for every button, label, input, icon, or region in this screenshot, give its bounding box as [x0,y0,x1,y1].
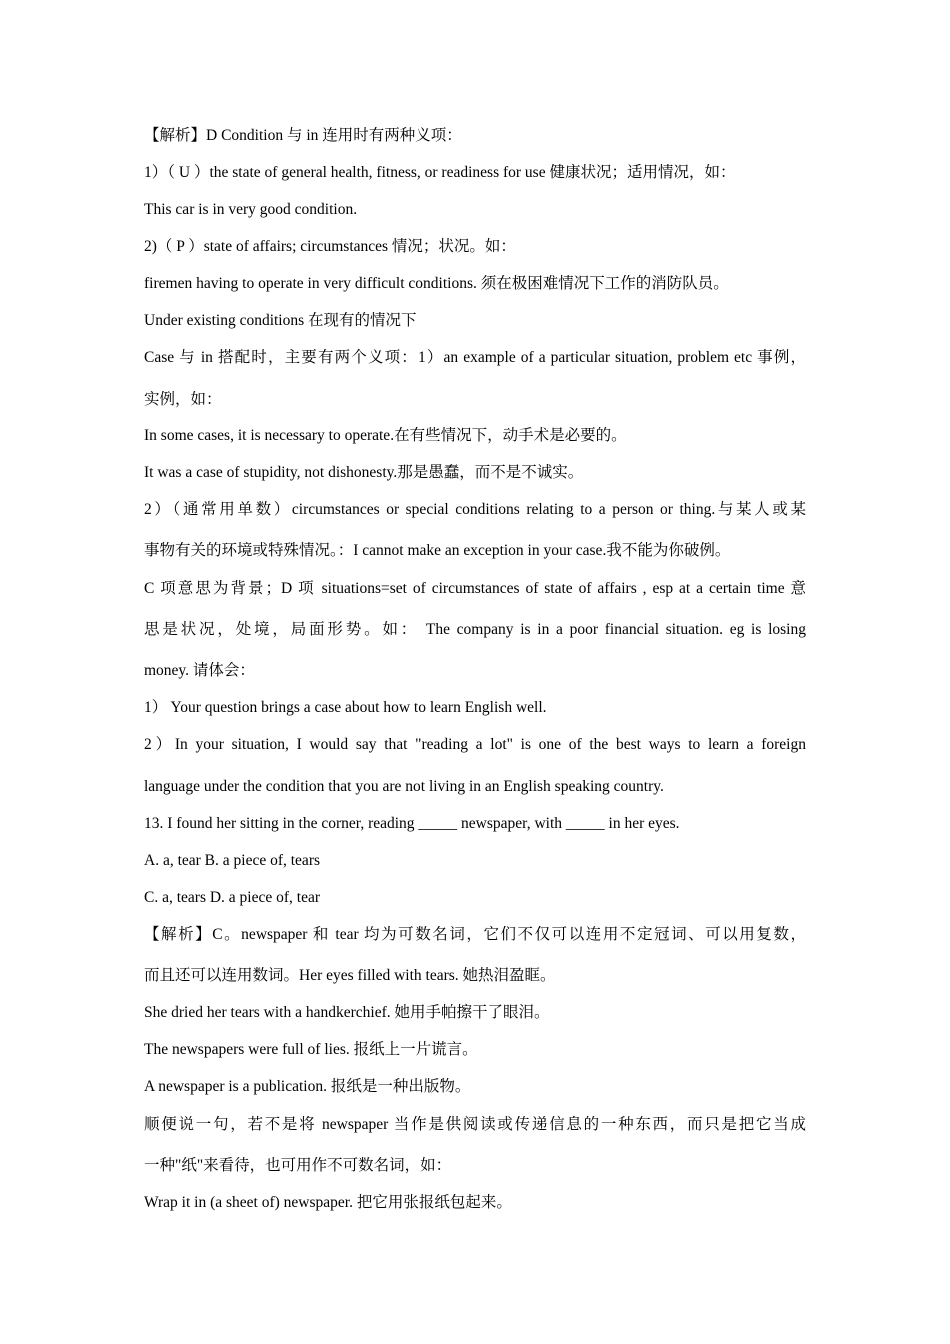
text-line: firemen having to operate in very difficult conditions. 须在极困难情况下工作的消防队员。 [144,275,729,292]
analysis-line: 【解析】C。newspaper 和 tear 均为可数名词，它们不仅可以连用不定冠词、可以用复数， [144,926,806,943]
text-line: Under existing conditions 在现有的情况下 [144,312,417,329]
text-line: A newspaper is a publication. 报纸是一种出版物。 [144,1078,471,1095]
text-line: 而且还可以连用数词。Her eyes filled with tears. 她热泪盈眶。 [144,967,556,984]
text-line: 顺便说一句，若不是将 newspaper 当作是供阅读或传递信息的一种东西，而只是把它当成 [144,1116,806,1133]
text-line: money. 请体会： [144,662,255,679]
text-line: 1）（ U ）the state of general health, fitness, or readiness for use 健康状况；适用情况，如： [144,164,736,181]
text-line: Case 与 in 搭配时，主要有两个义项：1）an example of a particular situation, problem etc 事例， [144,349,806,366]
text-line: 2)（ P ）state of affairs; circumstances 情况；状况。如： [144,238,516,255]
text-line: 思是状况，处境，局面形势。如： The company is in a poor financial situation. eg is losing [144,621,806,638]
text-line: 一种"纸"来看待，也可用作不可数名词，如： [144,1157,452,1174]
option-line: C. a, tears D. a piece of, tear [144,889,321,906]
option-line: A. a, tear B. a piece of, tears [144,852,321,869]
text-line: Wrap it in (a sheet of) newspaper. 把它用张报纸包起来。 [144,1194,512,1211]
text-line: 事物有关的环境或特殊情况。：I cannot make an exception in your case.我不能为你破例。 [144,542,731,559]
text-line: 2）（通常用单数）circumstances or special conditions relating to a person or thing.与某人或某 [144,501,806,518]
text-line: It was a case of stupidity, not dishonesty.那是愚蠢，而不是不诚实。 [144,464,584,481]
text-line: The newspapers were full of lies. 报纸上一片谎言。 [144,1041,478,1058]
text-line: 1） Your question brings a case about how to learn English well. [144,699,547,716]
text-line: This car is in very good condition. [144,201,358,218]
text-line: C 项意思为背景；D 项 situations=set of circumstances of state of affairs , esp at a certain time 意 [144,580,806,597]
text-line: language under the condition that you are not living in an English speaking country. [144,778,664,795]
question-line: 13. I found her sitting in the corner, reading _____ newspaper, with _____ in her eyes. [144,815,680,832]
text-line: In some cases, it is necessary to operate.在有些情况下，动手术是必要的。 [144,427,627,444]
text-line: 2）In your situation, I would say that "reading a lot" is one of the best ways to learn a foreign [144,736,806,753]
text-line: 实例，如： [144,391,222,408]
analysis-line: 【解析】D Condition 与 in 连用时有两种义项： [144,127,462,144]
text-line: She dried her tears with a handkerchief. 她用手帕擦干了眼泪。 [144,1004,550,1021]
